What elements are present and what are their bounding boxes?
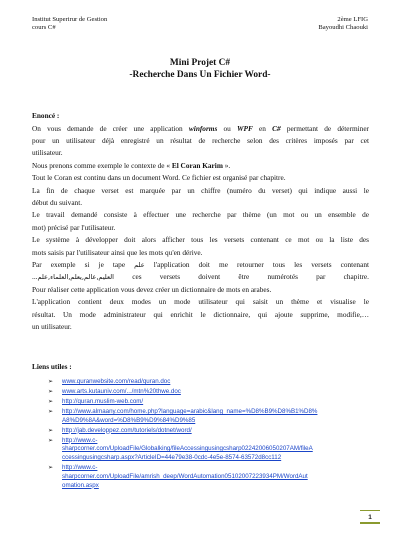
enonce-text: WPF [237, 123, 253, 133]
enonce-text: Tout le Coran est continu dans un document Word. Ce fichier est organisé par chapitre. [32, 173, 286, 183]
enonce-text: un utilisateur. [32, 321, 72, 331]
arrow-bullet-icon: ➢ [48, 399, 54, 405]
enonce-text: Le travail demandé consiste à effectuer une recherche par thème (un mot ou un ensemble de [32, 210, 369, 220]
enonce-text: El Coran Karim [171, 160, 223, 170]
footer-bar [360, 522, 380, 524]
link-item [48, 464, 378, 490]
link-item [48, 378, 378, 387]
enonce-text: ... [32, 272, 38, 282]
link-text[interactable]: http://www.c- [62, 436, 98, 444]
enonce-text: علم [134, 260, 145, 269]
enonce-line [32, 161, 369, 170]
enonce-text: ou [217, 123, 238, 133]
enonce-text: winforms [188, 123, 218, 133]
link-text[interactable]: ccessingusingcsharp.aspx?ArticleID=44e79e38-0cdc-4e5e-8574-63572d8cc112 [62, 454, 282, 462]
enonce-line [32, 248, 369, 257]
link-item [48, 408, 378, 425]
enonce-text: mots saisis par l'utilisateur ainsi que les mots qu'en dérive. [32, 247, 203, 257]
link-text[interactable]: http://jab.developpez.com/tutoriels/dotnet/word/ [62, 426, 192, 434]
enonce-line [32, 198, 369, 207]
enonce-text: permettant de déterminer [280, 123, 369, 133]
page-number: 1 [368, 514, 372, 521]
enonce-text: Par exemple si je tape [32, 259, 135, 269]
enonce-line [32, 186, 369, 195]
arrow-bullet-icon: ➢ [48, 437, 54, 444]
enonce-text: Pour réaliser cette application vous devez créer un dictionnaire de mots en arabes. [32, 284, 272, 294]
link-text[interactable]: http://www.almaany.com/home.php?language=arabic&lang_name=%D8%B9%D8%B1%D8% [62, 408, 318, 415]
enonce-text: La fin de chaque verset est marquée par un chiffre (numéro du verset) qui indique aussi le [32, 185, 369, 195]
page-title: Mini Projet C# [169, 58, 231, 68]
enonce-text: résultat. Un mode administrateur qui enrichit le dictionnaire, qui ajoute supprime, modifie,… [32, 309, 369, 319]
enonce-line [32, 210, 369, 219]
enonce-text: utilisateur. [32, 148, 63, 158]
link-item [48, 427, 378, 436]
enonce-line [32, 260, 369, 269]
link-text[interactable]: A8%D9%8A&word=%D8%B9%D9%84%D9%85 [62, 416, 196, 424]
page-subtitle: -Recherche Dans Un Fichier Word- [129, 70, 271, 80]
link-text[interactable]: omation.aspx [62, 481, 99, 489]
link-text[interactable]: http://quran.muslim-web.com/ [62, 398, 144, 405]
link-item [48, 437, 378, 463]
enonce-text: ». [222, 160, 231, 170]
link-item [48, 398, 378, 407]
enonce-line [32, 322, 369, 331]
header-left [32, 16, 107, 32]
link-text[interactable]: www.arts.kutauniv.com/.../mtn%20thwe.doc [62, 388, 181, 395]
enonce-text: pour un utilisateur déjà enregistré un résultat de recherche selon des critères imposés par cet [32, 135, 369, 145]
enonce-text: mot) précisé par l'utilisateur. [32, 222, 116, 232]
link-text[interactable]: sharpcorner.com/UploadFile/amrish_deep/WordAutomation05102007223934PM/WordAut [62, 472, 308, 480]
header-author: Bayoudhi Chaouki [318, 24, 368, 31]
header-course: cours C# [32, 24, 56, 31]
arrow-bullet-icon: ➢ [48, 409, 54, 415]
enonce-line [32, 173, 369, 182]
enonce-line [32, 148, 369, 157]
arrow-bullet-icon: ➢ [48, 379, 54, 385]
enonce-line [32, 136, 369, 145]
header-institution: Institut Superirur de Gestion [32, 16, 108, 23]
enonce-text: Le système à développer doit alors afficher tous les versets contenant ce mot ou la liste des [32, 235, 369, 245]
arrow-bullet-icon: ➢ [48, 427, 54, 434]
enonce-line [32, 310, 369, 319]
enonce-text: On vous demande de créer une application [32, 123, 189, 133]
link-text[interactable]: sharpcorner.com/UploadFile/Globalking/fileAccessingusingcsharp02242006050207AM/fileA [62, 445, 313, 453]
enonce-line [32, 223, 369, 232]
enonce-text: C# [272, 123, 281, 133]
links-list [48, 378, 378, 492]
links-label: Liens utiles : [32, 362, 72, 371]
enonce-text: ces versets doivent être numérotés par chapitre. [114, 272, 369, 282]
enonce-line [32, 124, 369, 133]
enonce-line [32, 297, 369, 306]
link-item [48, 388, 378, 397]
enonce-text: en [252, 123, 273, 133]
enonce-text: L'application contient deux modes un mode utilisateur qui saisit un thème et visualise le [32, 297, 369, 307]
enonce-text: l'application doit me retourner tous les versets contenant [144, 259, 369, 269]
header-right [318, 16, 368, 32]
link-text[interactable]: http://www.c- [62, 464, 98, 472]
enonce-text: العليم,عالم,يعلم,العلماء,علم [37, 273, 115, 282]
header-class: 2ème LFIG [337, 16, 368, 23]
enonce-text: Nous prenons comme exemple le contexte de « [32, 160, 172, 170]
arrow-bullet-icon: ➢ [48, 465, 54, 472]
enonce-line [32, 285, 369, 294]
arrow-bullet-icon: ➢ [48, 389, 54, 395]
enonce-line [32, 235, 369, 244]
footer-rule [360, 510, 380, 511]
enonce-line [32, 272, 369, 281]
enonce-text: début du suivant. [32, 197, 83, 207]
enonce-label: Enoncé : [32, 111, 60, 120]
link-text[interactable]: www.quranwebsite.com/read/quran.doc [62, 378, 171, 385]
